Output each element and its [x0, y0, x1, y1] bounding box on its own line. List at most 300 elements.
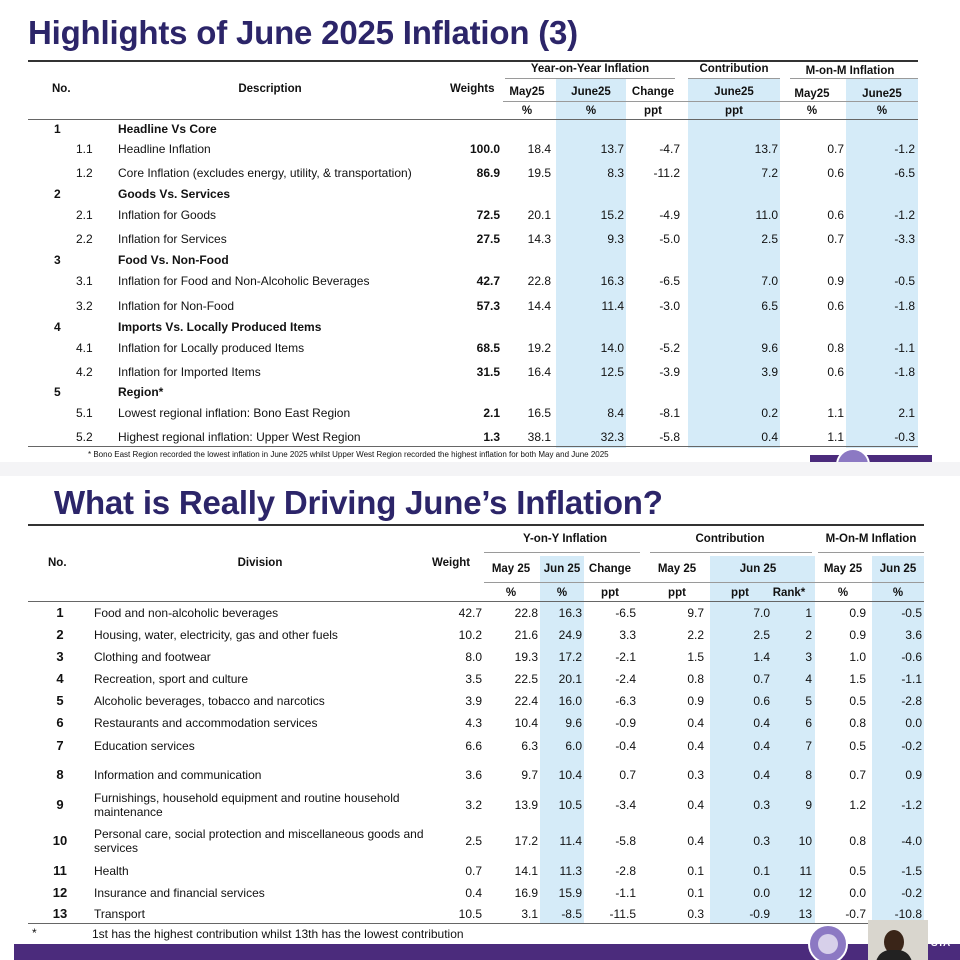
division-name: Food and non-alcoholic beverages [94, 606, 279, 620]
division-name: Personal care, social protection and miscellaneous goods and services [94, 827, 424, 855]
rule2-contrib-group [650, 552, 812, 553]
yoy-may25: 22.4 [514, 694, 538, 708]
mom-may25: 0.5 [849, 694, 866, 708]
division-weight: 0.4 [465, 886, 482, 900]
yoy-jun25: 11.4 [559, 834, 582, 848]
logo2-mark-icon [818, 934, 838, 954]
division-weight: 2.5 [465, 834, 482, 848]
row-number: 4.1 [76, 341, 93, 355]
row-yoy-june25: 11.4 [601, 299, 624, 313]
contrib-may25: 0.4 [687, 716, 704, 730]
row-description: Inflation for Food and Non-Alcoholic Beverages [118, 274, 370, 288]
row-contribution: 11.0 [755, 208, 778, 222]
contrib-may25: 0.4 [687, 798, 704, 812]
row-yoy-june25: 15.2 [600, 208, 624, 222]
unit-mom-june: % [876, 105, 888, 117]
division-weight: 10.5 [458, 907, 482, 921]
mom-may25: 0.8 [849, 716, 866, 730]
contrib-rank: 7 [805, 739, 812, 753]
row-mom-may25: 0.6 [827, 365, 844, 379]
hdr-description: Description [238, 83, 302, 95]
row-yoy-may25: 16.5 [527, 406, 551, 420]
yoy-may25: 22.5 [514, 672, 538, 686]
division-weight: 6.6 [465, 739, 482, 753]
yoy-change: -1.1 [615, 886, 636, 900]
rule-top [28, 60, 918, 62]
yoy-jun25: 9.6 [565, 716, 582, 730]
row-yoy-may25: 18.4 [527, 142, 551, 156]
row-yoy-june25: 8.3 [607, 166, 624, 180]
row-change: -5.0 [659, 232, 680, 246]
hdr-contribution: Contribution [699, 63, 769, 75]
contrib-rank: 1 [805, 606, 812, 620]
row-contribution: 7.0 [761, 274, 778, 288]
rule2-mom-group [818, 552, 924, 553]
row-yoy-may25: 38.1 [527, 430, 551, 444]
row-mom-june25: -1.2 [894, 208, 915, 222]
row-change: -5.8 [659, 430, 680, 444]
unit-contrib: ppt [725, 105, 743, 117]
yoy-change: 0.7 [619, 768, 636, 782]
speaker-body [876, 950, 912, 960]
contrib-jun25: 0.4 [753, 768, 770, 782]
contrib-jun25: 0.4 [753, 739, 770, 753]
row-description: Inflation for Services [118, 232, 227, 246]
mom-jun25: 0.0 [905, 716, 922, 730]
row-change: -3.0 [659, 299, 680, 313]
slide1-footnote: * Bono East Region recorded the lowest inflation in June 2025 whilst Upper West Region recorded the highest inflation for both May and June 2025 [88, 450, 609, 459]
section-title: Headline Vs Core [118, 122, 217, 136]
rule-mom-group [790, 78, 918, 79]
row-change: -4.9 [659, 208, 680, 222]
unit2-m-may: % [837, 587, 849, 599]
row-contribution: 2.5 [761, 232, 778, 246]
contrib-may25: 0.3 [687, 768, 704, 782]
hdr2-weight: Weight [432, 557, 471, 569]
division-number: 3 [56, 649, 64, 664]
yoy-jun25: 11.3 [559, 864, 582, 878]
yoy-jun25: -8.5 [561, 907, 582, 921]
yoy-jun25: 24.9 [558, 628, 582, 642]
mom-may25: 1.5 [849, 672, 866, 686]
yoy-change: -2.1 [615, 650, 636, 664]
row-change: -5.2 [659, 341, 680, 355]
section-title: Goods Vs. Services [118, 187, 231, 201]
division-name: Recreation, sport and culture [94, 672, 249, 686]
row-yoy-may25: 22.8 [527, 274, 551, 288]
hdr-yoy: Year-on-Year Inflation [530, 63, 650, 75]
division-name: Insurance and financial services [94, 886, 265, 900]
contrib-may25: 0.1 [687, 864, 704, 878]
mom-jun25: 3.6 [905, 628, 922, 642]
row-change: -4.7 [659, 142, 680, 156]
hl-mom-june25 [846, 78, 918, 448]
division-name: Clothing and footwear [94, 650, 211, 664]
mom-jun25: -0.5 [901, 606, 922, 620]
rule-units-top [503, 101, 918, 102]
row-mom-may25: 0.7 [827, 232, 844, 246]
contrib-may25: 0.1 [687, 886, 704, 900]
division-weight: 42.7 [458, 606, 482, 620]
row-weight: 31.5 [476, 365, 500, 379]
yoy-jun25: 10.5 [558, 798, 582, 812]
row-yoy-may25: 16.4 [527, 365, 551, 379]
unit2-change: ppt [601, 587, 619, 599]
hdr-mom-june25: June25 [862, 88, 902, 100]
hdr2-division: Division [237, 557, 283, 569]
rule-header-bottom [28, 119, 918, 120]
footnote-star: * [32, 926, 37, 940]
mom-jun25: -2.8 [901, 694, 922, 708]
hdr2-m-jun25: Jun 25 [879, 563, 917, 575]
slide1-title: Highlights of June 2025 Inflation (3) [28, 14, 578, 51]
row-contribution: 0.4 [761, 430, 778, 444]
row-contribution: 9.6 [761, 341, 778, 355]
yoy-change: 3.3 [619, 628, 636, 642]
row-mom-june25: -0.3 [894, 430, 915, 444]
slide-highlights [0, 0, 960, 462]
mom-jun25: -1.5 [901, 864, 922, 878]
yoy-may25: 19.3 [514, 650, 538, 664]
row-weight: 2.1 [483, 406, 500, 420]
row-mom-june25: -6.5 [894, 166, 915, 180]
contrib-rank: 5 [805, 694, 812, 708]
yoy-change: -3.4 [615, 798, 636, 812]
yoy-change: -2.8 [615, 864, 636, 878]
row-yoy-may25: 19.5 [527, 166, 551, 180]
row-contribution: 0.2 [761, 406, 778, 420]
yoy-jun25: 16.3 [558, 606, 582, 620]
row-number: 3.1 [76, 274, 93, 288]
row-mom-may25: 0.7 [827, 142, 844, 156]
division-weight: 3.5 [465, 672, 482, 686]
unit2-rank: Rank* [772, 587, 806, 599]
row-change: -6.5 [659, 274, 680, 288]
division-name: Health [94, 864, 129, 878]
yoy-change: -6.5 [615, 606, 636, 620]
contrib-jun25: 0.1 [753, 864, 770, 878]
hdr-mom: M-on-M Inflation [805, 65, 895, 77]
rule-yoy-group [505, 78, 675, 79]
unit-mom-may: % [806, 105, 818, 117]
yoy-jun25: 20.1 [558, 672, 582, 686]
row-mom-june25: 2.1 [898, 406, 915, 420]
contrib-may25: 0.8 [687, 672, 704, 686]
hdr2-no: No. [48, 557, 67, 569]
division-number: 10 [52, 833, 68, 848]
contrib-rank: 11 [799, 864, 812, 878]
hdr2-jun25: Jun 25 [543, 563, 581, 575]
yoy-may25: 6.3 [521, 739, 538, 753]
row-number: 5.2 [76, 430, 93, 444]
row-mom-may25: 0.9 [827, 274, 844, 288]
row-contribution: 3.9 [761, 365, 778, 379]
contrib-rank: 8 [805, 768, 812, 782]
unit2-c-jun: ppt [731, 587, 749, 599]
row-yoy-may25: 19.2 [527, 341, 551, 355]
contrib-rank: 6 [805, 716, 812, 730]
slide-separator [0, 462, 960, 476]
section-number: 2 [54, 187, 61, 201]
row-number: 1.1 [76, 142, 93, 156]
contrib-jun25: 0.3 [753, 798, 770, 812]
yoy-jun25: 15.9 [558, 886, 582, 900]
mom-may25: 0.5 [849, 864, 866, 878]
contrib-jun25: 0.4 [753, 716, 770, 730]
hdr2-c-may25: May 25 [657, 563, 697, 575]
row-weight: 57.3 [476, 299, 500, 313]
row-number: 5.1 [76, 406, 93, 420]
slide2-title: What is Really Driving June’s Inflation? [54, 484, 663, 521]
rule2-yoy-group [484, 552, 640, 553]
yoy-change: -11.5 [609, 907, 636, 921]
contrib-rank: 4 [805, 672, 812, 686]
slide1-footer-bar [810, 455, 932, 462]
row-weight: 100.0 [469, 142, 500, 156]
mom-may25: 0.5 [849, 739, 866, 753]
yoy-jun25: 10.4 [558, 768, 582, 782]
yoy-jun25: 6.0 [565, 739, 582, 753]
division-weight: 3.6 [465, 768, 482, 782]
section-number: 4 [54, 320, 61, 334]
division-number: 1 [56, 605, 64, 620]
row-mom-june25: -3.3 [894, 232, 915, 246]
mom-jun25: -0.2 [901, 886, 922, 900]
unit2-m-jun: % [892, 587, 904, 599]
row-yoy-june25: 12.5 [600, 365, 624, 379]
division-number: 4 [56, 671, 64, 686]
slide2-footnote: 1st has the highest contribution whilst 13th has the lowest contribution [92, 927, 464, 941]
row-number: 2.1 [76, 208, 93, 222]
row-mom-june25: -1.8 [894, 365, 915, 379]
yoy-change: -0.4 [615, 739, 636, 753]
division-number: 9 [56, 797, 64, 812]
contrib-jun25: 0.7 [753, 672, 770, 686]
row-mom-may25: 0.8 [827, 341, 844, 355]
row-mom-may25: 0.6 [827, 299, 844, 313]
yoy-change: -0.9 [615, 716, 636, 730]
row-mom-june25: -0.5 [894, 274, 915, 288]
hdr-may25: May25 [509, 86, 545, 98]
row-number: 2.2 [76, 232, 93, 246]
rule2-units-top [484, 582, 924, 583]
row-change: -8.1 [659, 406, 680, 420]
yoy-may25: 16.9 [514, 886, 538, 900]
mom-may25: 0.9 [849, 606, 866, 620]
row-yoy-may25: 14.4 [527, 299, 551, 313]
hl-contribution [688, 78, 780, 448]
row-weight: 1.3 [483, 430, 500, 444]
row-mom-june25: -1.1 [894, 341, 915, 355]
rule2-top [28, 524, 924, 526]
row-yoy-may25: 20.1 [527, 208, 551, 222]
row-number: 4.2 [76, 365, 93, 379]
logo-icon [836, 448, 870, 462]
rule-table1-bottom [28, 446, 918, 447]
division-number: 5 [56, 693, 64, 708]
mom-jun25: -0.6 [901, 650, 922, 664]
hdr-weights: Weights [450, 83, 495, 95]
contrib-rank: 9 [805, 798, 812, 812]
row-yoy-june25: 32.3 [600, 430, 624, 444]
row-mom-may25: 0.6 [827, 166, 844, 180]
row-yoy-may25: 14.3 [527, 232, 551, 246]
hdr2-contribution: Contribution [695, 533, 765, 545]
row-weight: 86.9 [476, 166, 500, 180]
section-number: 1 [54, 122, 61, 136]
contrib-may25: 0.4 [687, 834, 704, 848]
contrib-jun25: 0.3 [753, 834, 770, 848]
row-description: Lowest regional inflation: Bono East Region [118, 406, 351, 420]
row-weight: 68.5 [476, 341, 500, 355]
row-description: Headline Inflation [118, 142, 211, 156]
contrib-jun25: 2.5 [753, 628, 770, 642]
division-weight: 10.2 [458, 628, 482, 642]
row-description: Core Inflation (excludes energy, utility, & transportation) [118, 166, 412, 180]
section-number: 5 [54, 385, 61, 399]
mom-jun25: -1.1 [901, 672, 922, 686]
mom-jun25: -1.2 [901, 798, 922, 812]
contrib-may25: 0.3 [687, 907, 704, 921]
contrib-rank: 3 [805, 650, 812, 664]
unit2-may: % [505, 587, 517, 599]
row-mom-may25: 0.6 [827, 208, 844, 222]
yoy-may25: 21.6 [514, 628, 538, 642]
hdr2-c-jun25: Jun 25 [739, 563, 777, 575]
unit-may25: % [521, 105, 533, 117]
contrib-may25: 1.5 [687, 650, 704, 664]
rule2-header-bottom [28, 601, 924, 602]
division-name: Transport [94, 907, 145, 921]
yoy-may25: 14.1 [514, 864, 538, 878]
row-description: Inflation for Locally produced Items [118, 341, 305, 355]
yoy-may25: 9.7 [521, 768, 538, 782]
yoy-jun25: 17.2 [558, 650, 582, 664]
yoy-may25: 13.9 [514, 798, 538, 812]
unit2-c-may: ppt [668, 587, 686, 599]
row-change: -3.9 [659, 365, 680, 379]
row-description: Inflation for Non-Food [118, 299, 235, 313]
hl-june25 [556, 78, 626, 448]
contrib-rank: 10 [798, 834, 812, 848]
unit-june25: % [585, 105, 597, 117]
section-title: Food Vs. Non-Food [118, 253, 229, 267]
contrib-jun25: 7.0 [753, 606, 770, 620]
yoy-may25: 22.8 [514, 606, 538, 620]
hdr-contrib-june25: June25 [714, 86, 754, 98]
mom-jun25: -4.0 [901, 834, 922, 848]
contrib-jun25: 1.4 [753, 650, 770, 664]
speaker-video-thumbnail [868, 920, 928, 960]
row-description: Inflation for Imported Items [118, 365, 261, 379]
yoy-may25: 3.1 [521, 907, 538, 921]
hdr2-change: Change [588, 563, 632, 575]
yoy-change: -5.8 [615, 834, 636, 848]
division-name: Information and communication [94, 768, 262, 782]
row-contribution: 6.5 [761, 299, 778, 313]
mom-jun25: -0.2 [901, 739, 922, 753]
mom-may25: -0.7 [845, 907, 866, 921]
mom-jun25: -10.8 [894, 907, 922, 921]
row-yoy-june25: 13.7 [600, 142, 624, 156]
slide-drivers [0, 476, 960, 960]
yoy-change: -6.3 [615, 694, 636, 708]
contrib-rank: 12 [798, 886, 812, 900]
row-yoy-june25: 16.3 [600, 274, 624, 288]
row-mom-may25: 1.1 [827, 430, 844, 444]
hdr2-mom: M-On-M Inflation [825, 533, 917, 545]
section-title: Imports Vs. Locally Produced Items [118, 320, 322, 334]
hdr-mom-may25: May25 [794, 88, 830, 100]
row-yoy-june25: 8.4 [607, 406, 624, 420]
division-number: 13 [52, 906, 68, 921]
division-weight: 3.2 [465, 798, 482, 812]
yoy-may25: 17.2 [514, 834, 538, 848]
mom-may25: 1.0 [849, 650, 866, 664]
division-name: Alcoholic beverages, tobacco and narcotics [94, 694, 325, 708]
row-contribution: 13.7 [754, 142, 778, 156]
row-mom-june25: -1.8 [894, 299, 915, 313]
mom-may25: 0.0 [849, 886, 866, 900]
hdr-june25: June25 [571, 86, 611, 98]
division-number: 12 [52, 885, 68, 900]
mom-may25: 0.8 [849, 834, 866, 848]
hdr2-m-may25: May 25 [823, 563, 863, 575]
mom-may25: 1.2 [849, 798, 866, 812]
hdr-no: No. [52, 83, 71, 95]
contrib-may25: 9.7 [687, 606, 704, 620]
contrib-may25: 2.2 [687, 628, 704, 642]
division-weight: 0.7 [465, 864, 482, 878]
contrib-jun25: 0.0 [753, 886, 770, 900]
unit2-jun: % [556, 587, 568, 599]
hdr2-may25: May 25 [491, 563, 531, 575]
row-description: Highest regional inflation: Upper West Region [118, 430, 361, 444]
division-number: 7 [56, 738, 64, 753]
row-number: 3.2 [76, 299, 93, 313]
contrib-may25: 0.9 [687, 694, 704, 708]
contrib-may25: 0.4 [687, 739, 704, 753]
row-yoy-june25: 14.0 [600, 341, 624, 355]
division-number: 8 [56, 767, 64, 782]
row-weight: 27.5 [476, 232, 500, 246]
division-weight: 3.9 [465, 694, 482, 708]
mom-may25: 0.9 [849, 628, 866, 642]
division-number: 2 [56, 627, 64, 642]
yoy-jun25: 16.0 [558, 694, 582, 708]
unit-change: ppt [644, 105, 662, 117]
hdr2-yoy: Y-on-Y Inflation [522, 533, 608, 545]
division-number: 6 [56, 715, 64, 730]
division-weight: 8.0 [465, 650, 482, 664]
division-name: Education services [94, 739, 195, 753]
division-number: 11 [53, 863, 67, 878]
row-yoy-june25: 9.3 [607, 232, 624, 246]
mom-may25: 0.7 [849, 768, 866, 782]
division-name: Housing, water, electricity, gas and other fuels [94, 628, 338, 642]
rule2-bottom [28, 923, 924, 924]
row-weight: 42.7 [476, 274, 500, 288]
row-contribution: 7.2 [761, 166, 778, 180]
hdr-change: Change [631, 86, 675, 98]
division-weight: 4.3 [465, 716, 482, 730]
section-number: 3 [54, 253, 61, 267]
contrib-rank: 2 [805, 628, 812, 642]
contrib-jun25: -0.9 [749, 907, 770, 921]
contrib-jun25: 0.6 [753, 694, 770, 708]
rule-contrib-group [688, 78, 780, 79]
row-mom-may25: 1.1 [827, 406, 844, 420]
